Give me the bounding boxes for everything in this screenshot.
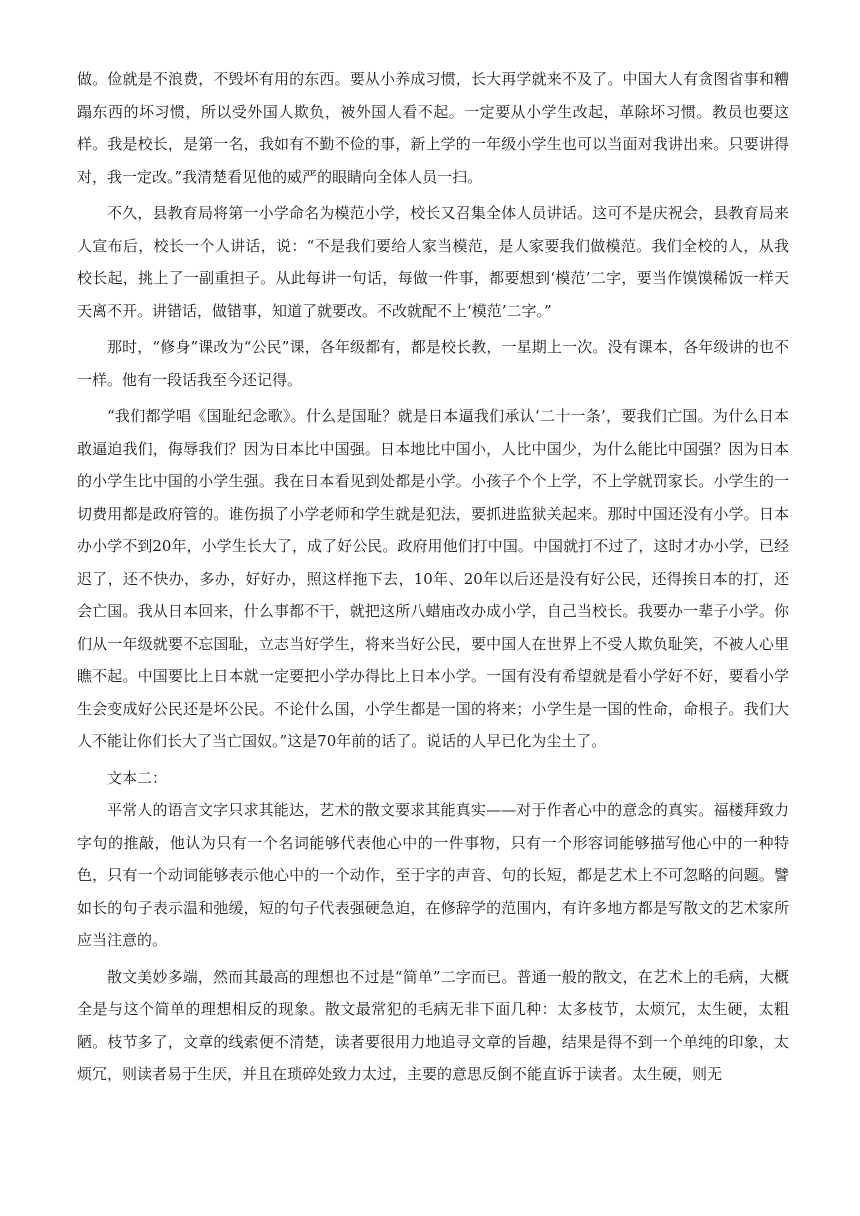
paragraph-prose-truth: 平常人的语言文字只求其能达，艺术的散文要求其能真实——对于作者心中的意念的真实。福楼拜致力字句的推敲，他认为只有一个名词能够代表他心中的一件事物，只有一个形容词能够描写他心中的一种特色，只有一个动词能够表示他心中的一个动作，至于字的声音、句的长短，都是艺术上不可忽略的问题。譬如长的句子表示温和弛缓，短的句子代表强硬急迫，在修辞学的范围内，有许多地方都是写散文的艺术家所应当注意的。 — [77, 801, 789, 949]
paragraph-continuation: 做。俭就是不浪费，不毁坏有用的东西。要从小养成习惯，长大再学就来不及了。中国大人有贪图省事和糟蹋东西的坏习惯，所以受外国人欺负，被外国人看不起。一定要从小学生改起，革除坏习惯。教员也要这样。我是校长，是第一名，我如有不勤不俭的事，新上学的一年级小学生也可以当面对我讲出来。只要讲得对，我一定改。”我清楚看见他的威严的眼睛向全体人员一扫。 — [77, 70, 789, 186]
paragraph-civics-class: 那时，“修身”课改为“公民”课，各年级都有，都是校长教，一星期上一次。没有课本，各年级讲的也不一样。他有一段话我至今还记得。 — [77, 338, 789, 389]
document-page — [77, 63, 789, 1095]
paragraph-model-school: 不久，县教育局将第一小学命名为模范小学，校长又召集全体人员讲话。这可不是庆祝会，县教育局来人宣布后，校长一个人讲话，说：“不是我们要给人家当模范，是人家要我们做模范。我们全校的人，从我校长起，挑上了一副重担子。从此每讲一句话，每做一件事，都要想到‘模范’二字，要当作馍馍稀饭一样天天离不开。讲错话，做错事，知道了就要改。不改就配不上‘模范’二字。” — [77, 204, 789, 320]
paragraph-principal-speech: “我们都学唱《国耻纪念歌》。什么是国耻？就是日本逼我们承认‘二十一条’，要我们亡国。为什么日本敢逼迫我们，侮辱我们？因为日本比中国强。日本地比中国小，人比中国少，为什么能比中国强？因为日本的小学生比中国的小学生强。我在日本看见到处都是小学。小孩子个个上学，不上学就罚家长。小学生的一切费用都是政府管的。谁伤损了小学老师和学生就是犯法，要抓进监狱关起来。那时中国还没有小学。日本办小学不到20年，小学生长大了，成了好公民。政府用他们打中国。中国就打不过了，这时才办小学，已经迟了，还不快办，多办，好好办，照这样拖下去，10年、20年以后还是没有好公民，还得挨日本的打，还会亡国。我从日本回来，什么事都不干，就把这所八蜡庙改办成小学，自己当校长。我要办一辈子小学。你们从一年级就要不忘国耻，立志当好学生，将来当好公民，要中国人在世界上不受人欺负耻笑，不被人心里瞧不起。中国要比上日本就一定要把小学办得比上日本小学。一国有没有希望就是看小学好不好，要看小学生会变成好公民还是坏公民。不论什么国，小学生都是一国的将来；小学生是一国的性命，命根子。我们大人不能让你们长大了当亡国奴。”这是70年前的话了。说话的人早已化为尘土了。 — [77, 407, 789, 750]
paragraph-prose-simplicity: 散文美妙多端，然而其最高的理想也不过是“简单”二字而已。普通一般的散文，在艺术上的毛病，大概全是与这个简单的理想相反的现象。散文最常犯的毛病无非下面几种：太多枝节，太烦冗，太生硬，太粗陋。枝节多了，文章的线索便不清楚，读者要很用力地追寻文章的旨趣，结果是得不到一个单纯的印象，太烦冗，则读者易于生厌，并且在琐碎处致力太过，主要的意思反倒不能直诉于读者。太生硬，则无 — [77, 967, 789, 1083]
section-heading-text-two: 文本二： — [107, 768, 168, 787]
